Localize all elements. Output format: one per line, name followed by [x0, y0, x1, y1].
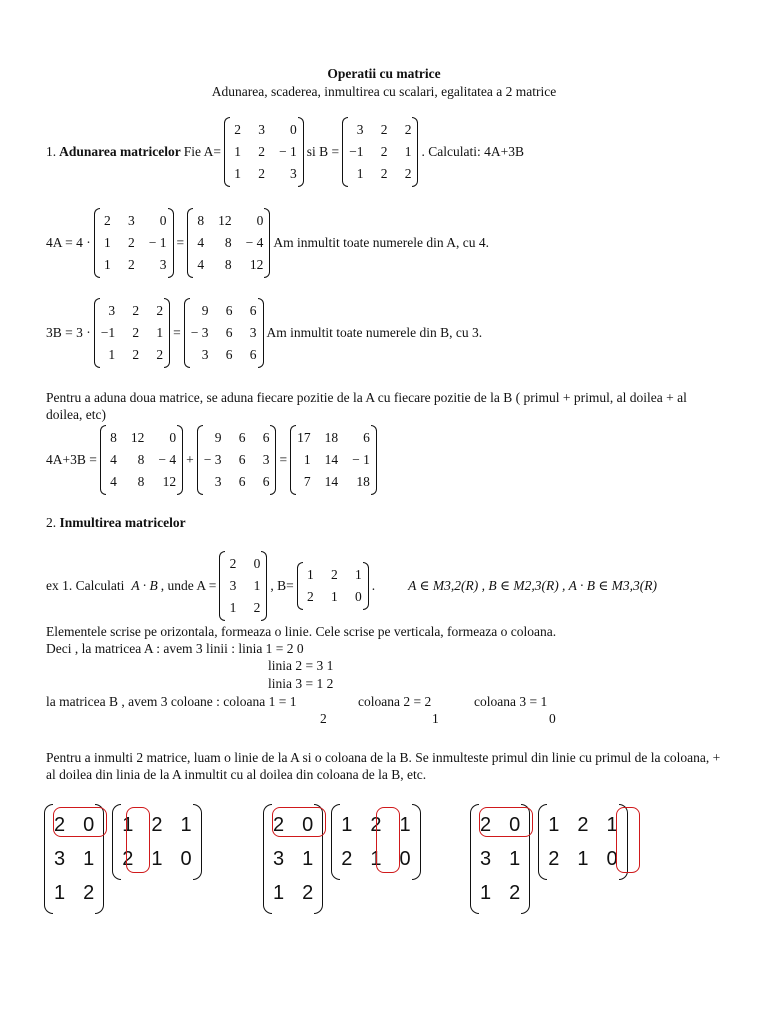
coloana-2: coloana 2 = 2	[358, 694, 432, 709]
matrix-4A	[187, 208, 270, 278]
matrix-cell: 6	[363, 430, 370, 445]
row-highlight	[272, 807, 326, 837]
matrix-cell: − 4	[245, 235, 264, 250]
matrix-cell: 2	[128, 257, 135, 272]
matrix-cell: 1	[83, 848, 95, 870]
matrix-cell: 2	[370, 814, 382, 836]
linia-2: linia 2 = 3 1	[268, 658, 334, 673]
matrix-cell: 1	[234, 144, 241, 159]
step-3B	[46, 298, 482, 368]
matrix-cell: 1	[104, 235, 111, 250]
matrix-A-ex1	[219, 551, 267, 621]
matrix-cell: 3	[262, 452, 270, 467]
matrix-cell: 0	[256, 213, 264, 228]
page-title: Operatii cu matrice	[327, 66, 441, 81]
step-3B-lhs: 3B = 3 ·	[46, 325, 91, 340]
matrix-cell: 0	[180, 848, 192, 870]
rows-cols-line2: Deci , la matricea A : avem 3 linii : linia 1 = 2 0	[46, 641, 304, 656]
matrix-cell: 2	[380, 122, 388, 137]
text-si: si B =	[306, 144, 340, 159]
matrix-cell: 3	[289, 166, 297, 181]
matrix-cell: 2	[132, 303, 140, 318]
matrix-cell: 0	[159, 213, 167, 228]
ex1-line: ex 1. Calculati A · B , unde A = 2 0 3 1 1 2 , B= 1 2 1 2 1 0 . A ∈ M3,2(R) , B ∈ M2,3(R) , A · B ∈ M3,3(R)	[46, 551, 657, 621]
matrix-cell: 8	[137, 474, 145, 489]
matrix-cell: 6	[238, 474, 246, 489]
section1-prefix: 1.	[46, 144, 57, 159]
matrix-cell: 1	[302, 848, 314, 870]
step-3B-note: Am inmultit toate numerele din B, cu 3.	[266, 325, 483, 340]
matrix-cell: 12	[249, 257, 264, 272]
matrix-cell: 1	[151, 848, 163, 870]
matrix-cell: 8	[224, 257, 232, 272]
step-4A	[46, 208, 489, 278]
row-highlight	[479, 807, 533, 837]
matrix-cell: 7	[303, 474, 311, 489]
matrix-cell: 2	[273, 814, 285, 836]
coloana-3: coloana 3 = 1	[474, 694, 548, 709]
ex1-text: ex 1. Calculati	[46, 578, 125, 593]
matrix-B	[342, 117, 418, 187]
matrix-cell: 14	[324, 474, 339, 489]
matrix-cell: 2	[132, 325, 140, 340]
matrix-B-copy	[94, 298, 170, 368]
section1-line	[46, 117, 524, 187]
matrix-A-copy	[94, 208, 174, 278]
matrix-cell: 1	[104, 257, 111, 272]
matrix-cell: 2	[132, 347, 140, 362]
matrix-cell: 2	[480, 814, 492, 836]
matrix-cell: 2	[380, 166, 388, 181]
matrix-cell: 2	[128, 235, 135, 250]
matrix-cell: 1	[156, 325, 164, 340]
section1-heading: Adunarea matricelor	[59, 144, 181, 159]
matrix-cell: 2	[302, 882, 314, 904]
sum-line	[46, 425, 377, 495]
matrix-cell: 3	[128, 213, 135, 228]
matrix-cell: 1	[122, 814, 134, 836]
section2-heading-line	[46, 515, 186, 531]
matrix-cell: 0	[289, 122, 297, 137]
matrix-cell: 1	[356, 166, 364, 181]
matrix-cell: 2	[548, 848, 560, 870]
matrix-cell: 17	[297, 430, 311, 445]
matrix-cell: −1	[349, 144, 364, 159]
matrix-cell: 4	[110, 452, 117, 467]
step-4A-note: Am inmultit toate numerele din A, cu 4.	[273, 235, 489, 250]
matrix-cell: 8	[197, 213, 205, 228]
matrix-cell: 2	[54, 814, 66, 836]
matrix-cell: − 1	[148, 235, 167, 250]
coloana-1-b: 2	[320, 711, 327, 726]
matrix-cell: 8	[224, 235, 232, 250]
ex1-membership: A ∈ M3,2(R) , B ∈ M2,3(R) , A · B ∈ M3,3(R)	[408, 578, 658, 593]
matrix-cell: 6	[225, 325, 233, 340]
illustration-1	[44, 804, 202, 914]
illustration-2	[263, 804, 421, 914]
matrix-cell: 1	[577, 848, 589, 870]
matrix-A	[224, 117, 304, 187]
matrix-cell: 14	[324, 452, 339, 467]
matrix-cell: − 3	[203, 452, 222, 467]
coloana-2-b: 1	[432, 711, 439, 726]
coloana-3-b: 0	[549, 711, 556, 726]
matrix-cell: 2	[234, 122, 241, 137]
matrix-cell: 6	[262, 474, 270, 489]
matrix-cell: 1	[354, 567, 362, 582]
sum-lhs: 4A+3B =	[46, 452, 97, 467]
matrix-cell: 3	[159, 257, 167, 272]
matrix-cell: 3	[108, 303, 116, 318]
matrix-cell: 1	[399, 814, 411, 836]
matrix-cell: 2	[156, 303, 164, 318]
matrix-cell: 1	[234, 166, 241, 181]
matrix-cell: 2	[341, 848, 353, 870]
page-subtitle: Adunarea, scaderea, inmultirea cu scalari, egalitatea a 2 matrice	[211, 84, 557, 99]
matrix-cell: 9	[214, 430, 222, 445]
matrix-cell: 0	[399, 848, 411, 870]
matrix-cell: 6	[238, 452, 246, 467]
matrix-cell: 2	[229, 556, 237, 571]
matrix-cell: 1	[253, 578, 261, 593]
matrix-cell: 1	[180, 814, 192, 836]
matrix-cell: 6	[249, 347, 257, 362]
matrix-cell: 3	[356, 122, 364, 137]
matrix-cell: 3	[273, 848, 285, 870]
matrix-cell: 1	[509, 848, 521, 870]
illustration-3	[470, 804, 628, 914]
matrix-cell: 3	[229, 578, 237, 593]
matrix-cell: 6	[225, 347, 233, 362]
text-calc: . Calculati: 4A+3B	[421, 144, 524, 159]
matrix-cell: 12	[218, 213, 232, 228]
matrix-cell: 2	[83, 882, 95, 904]
matrix-cell: 2	[258, 144, 265, 159]
matrix-cell: − 4	[158, 452, 177, 467]
column-highlight	[126, 807, 150, 873]
matrix-cell: − 1	[278, 144, 297, 159]
matrix-cell: 1	[273, 882, 285, 904]
equals: =	[173, 325, 181, 340]
matrix-cell: 0	[83, 814, 95, 836]
matrix-4A-sum	[100, 425, 183, 495]
rows-cols-line1: Elementele scrise pe orizontala, formeaza o linie. Cele scrise pe verticala, formeaza o coloana.	[46, 624, 557, 639]
text-fie: Fie A=	[183, 144, 221, 159]
matrix-cell: 2	[151, 814, 163, 836]
matrix-cell: − 1	[352, 452, 370, 467]
equals: =	[279, 452, 288, 467]
column-highlight	[376, 807, 400, 873]
matrix-cell: 2	[577, 814, 589, 836]
matrix-3B	[184, 298, 264, 368]
matrix-cell: 1	[303, 452, 311, 467]
matrix-cell: 2	[122, 848, 134, 870]
rows-cols-line3: la matricea B , avem 3 coloane : coloana 1 = 1	[46, 694, 297, 709]
matrix-cell: 2	[253, 600, 261, 615]
section2-prefix: 2.	[46, 515, 60, 530]
matrix-cell: − 3	[190, 325, 209, 340]
row-highlight	[53, 807, 107, 837]
matrix-cell: 6	[225, 303, 233, 318]
matrix-cell: 18	[356, 474, 370, 489]
matrix-cell: 2	[404, 166, 412, 181]
matrix-sum-result	[290, 425, 377, 495]
matrix-cell: 1	[54, 882, 66, 904]
matrix-cell: 2	[258, 166, 265, 181]
plus-sign: +	[186, 452, 194, 467]
linia-3: linia 3 = 1 2	[268, 676, 334, 691]
matrix-cell: 2	[156, 347, 164, 362]
matrix-cell: 2	[104, 213, 111, 228]
ex1-product: A · B	[131, 578, 158, 593]
matrix-B-ex1	[297, 562, 369, 610]
matrix-cell: 3	[214, 474, 222, 489]
matrix-3B-sum	[197, 425, 277, 495]
matrix-cell: 1	[548, 814, 560, 836]
matrix-cell: 1	[229, 600, 237, 615]
matrix-cell: 0	[302, 814, 314, 836]
matrix-cell: 0	[354, 589, 362, 604]
matrix-cell: 3	[54, 848, 66, 870]
matrix-cell: 6	[249, 303, 257, 318]
matrix-cell: 4	[110, 474, 117, 489]
matrix-cell: 18	[324, 430, 339, 445]
matrix-cell: 1	[341, 814, 353, 836]
ex1-B-label: , B=	[270, 578, 294, 593]
matrix-cell: 2	[330, 567, 338, 582]
matrix-cell: 3	[258, 122, 265, 137]
matrix-cell: 1	[404, 144, 412, 159]
matrix-cell: 12	[162, 474, 177, 489]
matrix-cell: 2	[306, 589, 314, 604]
matrix-cell: 4	[197, 257, 205, 272]
matrix-cell: 8	[110, 430, 117, 445]
matrix-cell: 0	[509, 814, 521, 836]
matrix-cell: 4	[197, 235, 205, 250]
matrix-cell: 6	[262, 430, 270, 445]
ex1-unde: , unde A =	[160, 578, 217, 593]
matrix-cell: 0	[169, 430, 177, 445]
matrix-cell: 1	[330, 589, 338, 604]
matrix-cell: 8	[137, 452, 145, 467]
matrix-cell: 12	[130, 430, 145, 445]
matrix-cell: 9	[201, 303, 209, 318]
matrix-cell: 0	[606, 848, 618, 870]
step-4A-lhs: 4A = 4 ·	[46, 235, 91, 250]
sum-paragraph: Pentru a aduna doua matrice, se aduna fiecare pozitie de la A cu fiecare pozitie de la B ( primul + primul, al doilea + al doilea, etc)	[46, 390, 687, 422]
matrix-cell: 1	[306, 567, 314, 582]
mult-paragraph: Pentru a inmulti 2 matrice, luam o linie de la A si o coloana de la B. Se inmulteste primul din linie cu primul de la coloana, + al doilea din linia de la A inmultit cu al doilea din coloana de la B, etc.	[46, 750, 721, 782]
section2-heading: Inmultirea matricelor	[59, 515, 186, 530]
matrix-cell: 1	[606, 814, 618, 836]
matrix-cell: 1	[108, 347, 116, 362]
matrix-cell: 6	[238, 430, 246, 445]
equals: =	[176, 235, 185, 250]
matrix-cell: 2	[509, 882, 521, 904]
matrix-cell: 1	[370, 848, 382, 870]
matrix-cell: 3	[249, 325, 257, 340]
matrix-cell: 2	[380, 144, 388, 159]
matrix-cell: 0	[253, 556, 261, 571]
matrix-cell: 1	[480, 882, 492, 904]
big-matrix-B	[538, 804, 627, 880]
matrix-cell: 3	[201, 347, 209, 362]
matrix-cell: 3	[480, 848, 492, 870]
column-highlight	[616, 807, 640, 873]
matrix-cell: 2	[404, 122, 412, 137]
matrix-cell: −1	[100, 325, 116, 340]
